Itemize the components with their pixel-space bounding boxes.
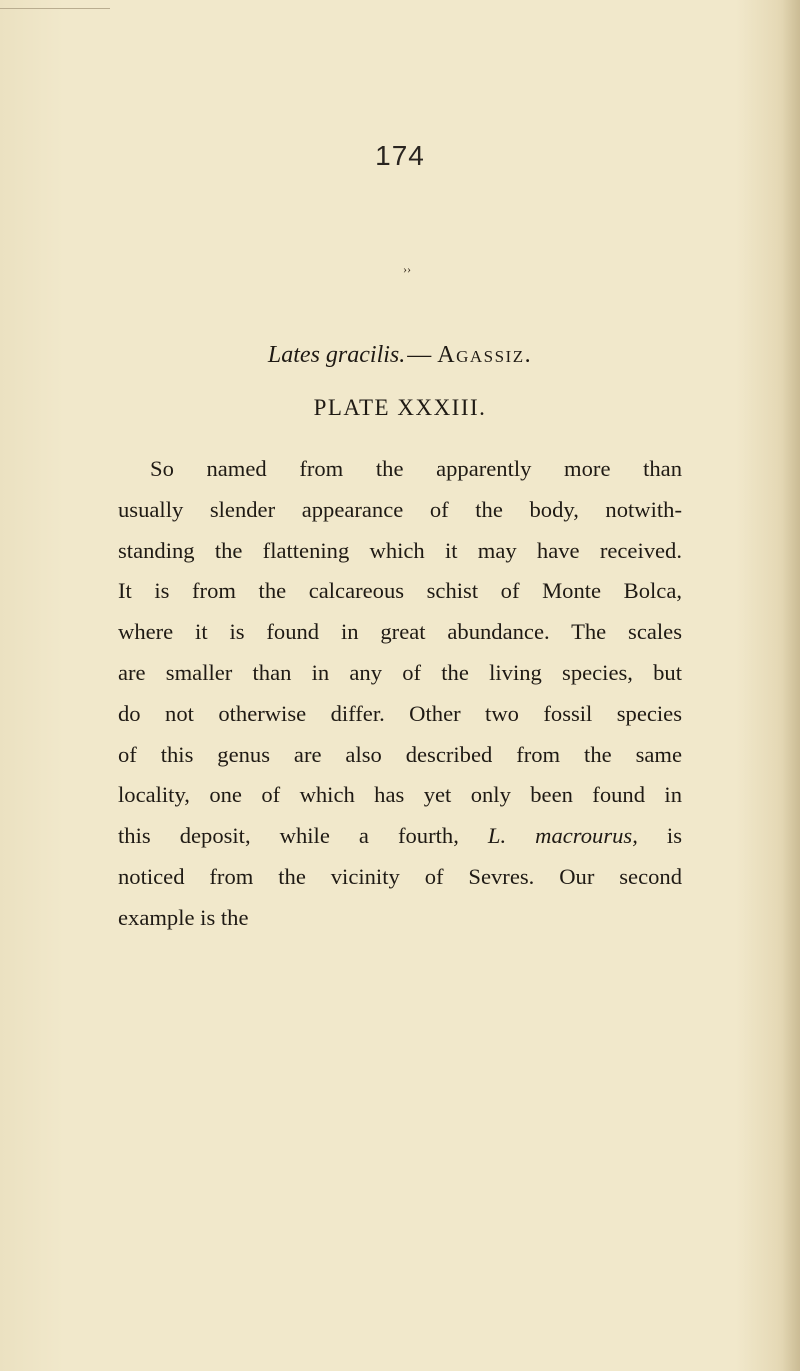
author-name: Agassiz. bbox=[437, 342, 533, 368]
species-name: Lates gracilis. bbox=[267, 342, 406, 368]
species-heading bbox=[0, 342, 800, 369]
paragraph-line: of this genus are also described from the same bbox=[118, 741, 682, 767]
paragraph-line: example is the bbox=[118, 904, 249, 930]
body-paragraph bbox=[118, 449, 682, 939]
paragraph-line: It is from the calcareous schist of Monte Bolca, bbox=[118, 578, 682, 604]
page-edge-shadow bbox=[782, 0, 800, 1371]
paragraph-line: standing the flattening which it may have received. bbox=[118, 537, 682, 563]
plate-number: PLATE XXXIII. bbox=[313, 395, 487, 420]
line-text-after: is bbox=[637, 823, 682, 849]
paragraph-line: noticed from the vicinity of Sevres. Our second bbox=[118, 863, 682, 889]
paragraph-line: do not otherwise differ. Other two fossil species bbox=[118, 700, 682, 726]
italic-species-name: L. macrourus, bbox=[487, 823, 638, 849]
page-number: 174 bbox=[375, 140, 425, 171]
paragraph-line: are smaller than in any of the living species, but bbox=[118, 659, 682, 685]
line-text-before: this deposit, while a fourth, bbox=[118, 823, 488, 849]
paragraph-line: locality, one of which has yet only been found in bbox=[118, 782, 682, 808]
page-edge-rule bbox=[0, 0, 110, 9]
paragraph-line: usually slender appearance of the body, notwith- bbox=[118, 496, 682, 522]
heading-dash: — bbox=[407, 342, 432, 368]
stray-ink-mark: ›› bbox=[403, 262, 411, 276]
paragraph-line: So named from the apparently more than bbox=[150, 456, 682, 481]
paragraph-line: where it is found in great abundance. The scales bbox=[118, 619, 682, 645]
paragraph-line bbox=[118, 816, 682, 857]
